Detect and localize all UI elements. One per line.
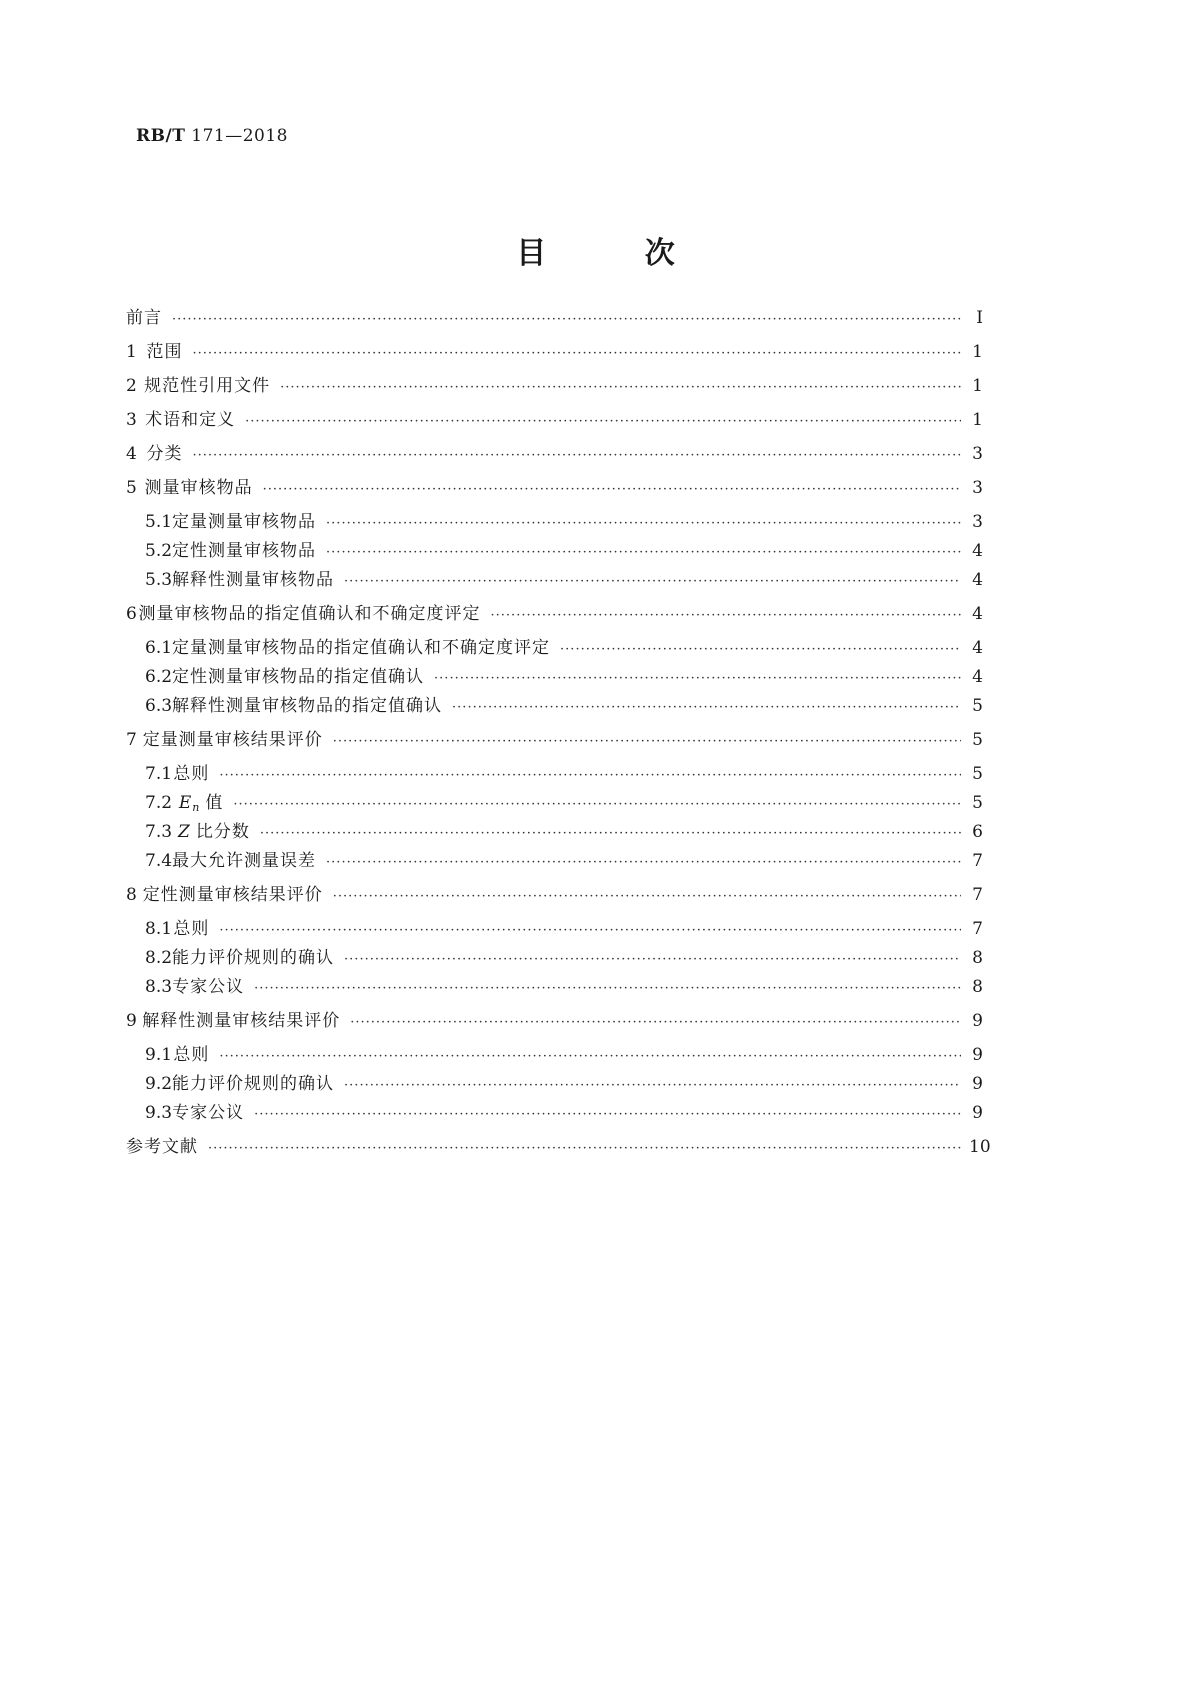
toc-entry-page: 3 [972,478,983,498]
toc-entry[interactable] [145,790,983,816]
toc-entry-label: 专家公议 [172,977,245,997]
toc-entry-label: 定性测量审核结果评价 [142,885,323,905]
toc-entry-page: 5 [972,793,983,813]
toc-leader-dots [254,1102,961,1128]
toc-entry-page: 5 [972,696,983,716]
toc-entry-label: 定量测量审核物品 [172,512,317,532]
toc-entry[interactable] [145,848,983,874]
toc-entry-label: 规范性引用文件 [144,376,271,396]
toc-entry-page: 4 [972,570,983,590]
toc-entry-page: 1 [972,342,983,362]
toc-entry-number: 4 [126,444,137,464]
toc-entry-page: 8 [972,948,983,968]
toc-entry-page: 3 [972,444,983,464]
toc-entry-page: 4 [972,667,983,687]
toc-leader-dots [233,792,961,818]
toc-leader-dots [192,341,961,367]
toc-entry[interactable] [145,761,983,787]
toc-entry-page: 7 [972,885,983,905]
toc-entry-number: 5.2 [145,541,173,561]
toc-entry-label: 解释性测量审核物品 [172,570,335,590]
toc-entry-symbol: Z [178,822,191,842]
toc-entry-label: 专家公议 [172,1103,245,1123]
toc-entry-label [172,819,250,845]
toc-entry-page: 5 [972,730,983,750]
toc-leader-dots [326,540,961,566]
toc-entry[interactable] [126,407,983,433]
toc-entry-label: 定量测量审核结果评价 [142,730,323,750]
toc-entry-number: 5.1 [145,512,173,532]
toc-entry-label: 能力评价规则的确认 [172,948,335,968]
toc-leader-dots [263,477,961,503]
toc-entry[interactable] [145,693,983,719]
toc-entry-label: 分类 [146,444,183,464]
toc-entry[interactable] [126,373,983,399]
toc-entry-label: 定性测量审核物品的指定值确认 [172,667,425,687]
toc-entry-number: 9.3 [145,1103,173,1123]
toc-entry[interactable] [145,1042,983,1068]
toc-entry-number: 7.1 [145,764,173,784]
toc-entry-page: 9 [972,1074,983,1094]
toc-entry-label: 解释性测量审核物品的指定值确认 [172,696,443,716]
toc-leader-dots [254,976,961,1002]
toc-leader-dots [333,884,961,910]
toc-entry-number: 6.2 [145,667,173,687]
toc-entry-label: 测量审核物品的指定值确认和不确定度评定 [138,604,481,624]
toc-entry-text: 比分数 [195,822,250,842]
toc-entry-page: 5 [972,764,983,784]
toc-entry-label: 定量测量审核物品的指定值确认和不确定度评定 [172,638,551,658]
toc-entry-page: 4 [972,604,983,624]
toc-entry[interactable] [126,441,983,467]
toc-entry[interactable] [145,635,983,661]
toc-entry-number: 1 [126,342,137,362]
toc-entry-number: 7.4 [145,851,173,871]
toc-entry-number: 7 [126,730,137,750]
toc-entry-page: 4 [972,638,983,658]
toc-entry[interactable] [145,664,983,690]
toc-leader-dots [208,1136,961,1162]
toc-entry-label: 前言 [126,308,162,328]
toc-entry[interactable] [145,509,983,535]
toc-entry-label [173,790,224,821]
toc-entry[interactable] [126,305,983,331]
toc-entry[interactable] [145,916,983,942]
toc-leader-dots [333,729,961,755]
toc-entry-symbol-subscript: n [192,801,201,814]
toc-entry[interactable] [126,475,983,501]
page-title: 目 次 [516,236,719,271]
toc-entry-number: 3 [126,410,137,430]
toc-entry-number: 9.1 [145,1045,173,1065]
toc-entry-number: 7.2 [145,793,173,813]
toc-leader-dots [172,307,961,333]
toc-entry-page: 9 [972,1011,983,1031]
toc-entry-page: Ⅰ [976,308,983,328]
standard-number: 171—2018 [191,126,288,146]
toc-entry-label: 总则 [173,919,210,939]
toc-entry-label: 能力评价规则的确认 [172,1074,335,1094]
toc-leader-dots [344,569,961,595]
toc-entry-label: 定性测量审核物品 [172,541,317,561]
toc-leader-dots [219,1044,961,1070]
toc-entry-number: 8.2 [145,948,173,968]
toc-leader-dots [219,763,961,789]
toc-leader-dots [434,666,961,692]
toc-entry-label: 总则 [173,1045,210,1065]
toc-entry[interactable] [126,1134,991,1160]
toc-entry-symbol: E [178,793,193,813]
toc-entry-number: 5 [126,478,137,498]
toc-entry-number: 5.3 [145,570,173,590]
toc-entry-number: 6.1 [145,638,173,658]
toc-entry[interactable] [145,819,983,845]
toc-entry-number: 9.2 [145,1074,173,1094]
toc-entry-number: 6 [126,604,137,624]
toc-entry-page: 3 [972,512,983,532]
toc-entry-number: 8 [126,885,137,905]
toc-leader-dots [260,821,961,847]
toc-entry-label: 参考文献 [126,1137,198,1157]
toc-leader-dots [192,443,961,469]
toc-entry-label: 最大允许测量误差 [172,851,317,871]
toc-entry-page: 9 [972,1103,983,1123]
toc-entry[interactable] [145,567,983,593]
toc-leader-dots [219,918,961,944]
toc-entry[interactable] [145,945,983,971]
toc-entry[interactable] [126,339,983,365]
toc-entry-page: 9 [972,1045,983,1065]
toc-entry-number: 8.3 [145,977,173,997]
toc-entry-number: 6.3 [145,696,173,716]
toc-entry[interactable] [145,1071,983,1097]
toc-entry[interactable] [145,974,983,1000]
toc-entry-label: 术语和定义 [145,410,236,430]
toc-entry[interactable] [145,1100,983,1126]
toc-leader-dots [326,511,961,537]
toc-entry-page: 10 [969,1137,991,1157]
toc-leader-dots [560,637,961,663]
toc-entry-page: 8 [972,977,983,997]
toc-leader-dots [452,695,961,721]
toc-entry[interactable] [126,1008,983,1034]
toc-entry-number: 7.3 [145,822,173,842]
toc-entry[interactable] [126,882,983,908]
toc-entry-page: 1 [972,376,983,396]
toc-entry-page: 1 [972,410,983,430]
toc-entry-page: 7 [972,851,983,871]
toc-entry-label: 范围 [146,342,183,362]
toc-entry-number: 8.1 [145,919,173,939]
toc-leader-dots [344,1073,961,1099]
toc-entry-page: 6 [972,822,983,842]
toc-leader-dots [491,603,961,629]
toc-entry-text: 值 [205,793,224,813]
toc-leader-dots [350,1010,961,1036]
toc-entry-page: 7 [972,919,983,939]
toc-leader-dots [344,947,961,973]
toc-entry-page: 4 [972,541,983,561]
toc-entry-label: 测量审核物品 [144,478,253,498]
toc-entry[interactable] [126,601,983,627]
toc-entry[interactable] [126,727,983,753]
toc-entry-number: 9 [126,1011,137,1031]
standard-code: RB/T [136,126,186,146]
toc-entry-number: 2 [126,376,137,396]
toc-entry-label: 总则 [173,764,210,784]
toc-leader-dots [326,850,961,876]
toc-entry[interactable] [145,538,983,564]
toc-leader-dots [245,409,961,435]
toc-entry-label: 解释性测量审核结果评价 [142,1011,341,1031]
toc-leader-dots [280,375,961,401]
